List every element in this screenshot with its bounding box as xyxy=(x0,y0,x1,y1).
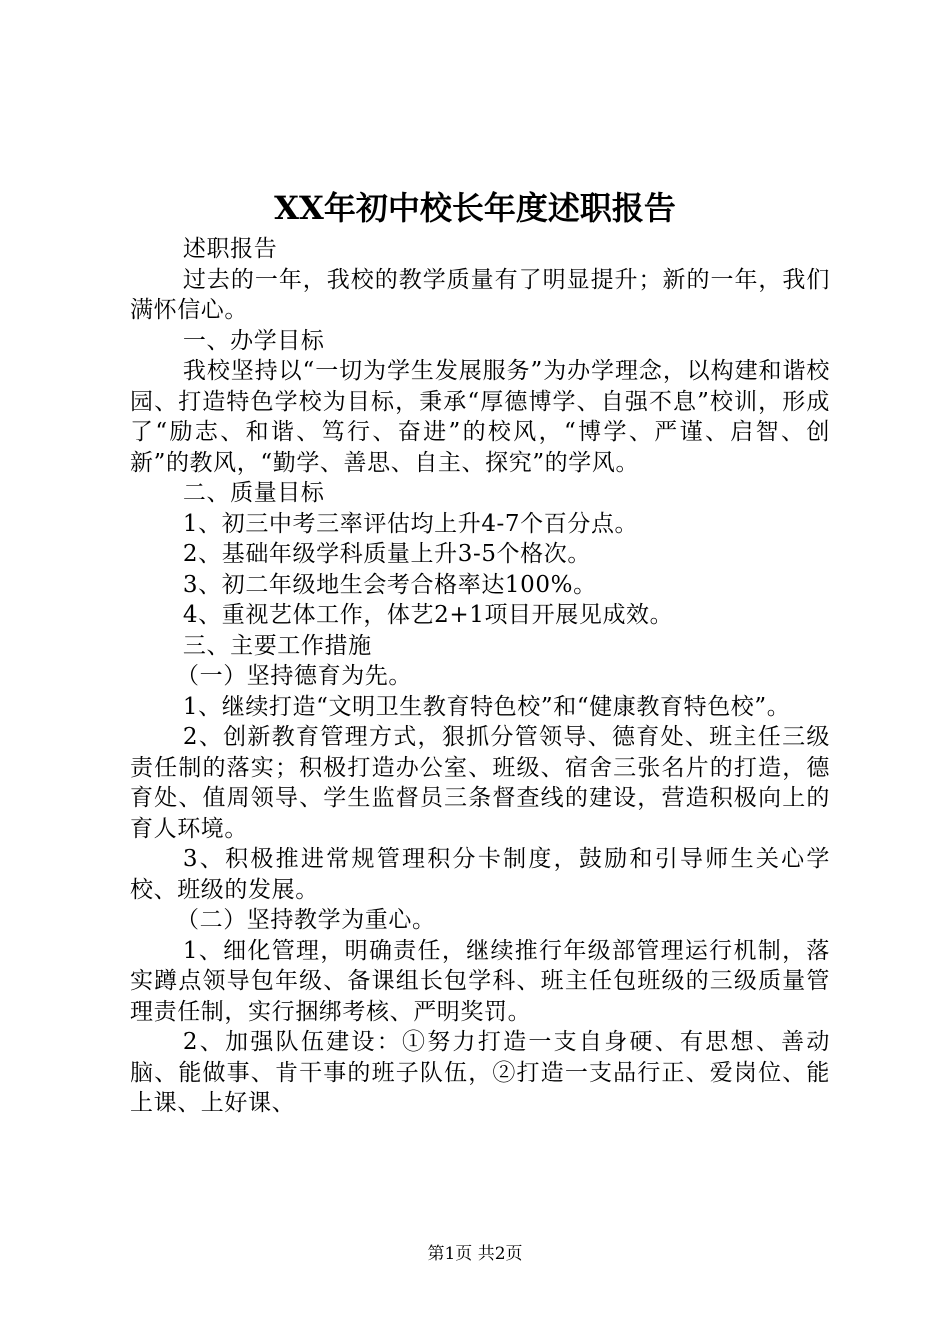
subsection-heading: （二）坚持教学为重心。 xyxy=(176,907,436,933)
document-title: XX年初中校长年度述职报告 xyxy=(274,189,676,227)
list-item: 2、创新教育管理方式，狠抓分管领导、德育处、班主任三级责任制的落实；积极打造办公室、班级、宿舍三张名片的打造，德育处、值周领导、学生监督员三条督查线的建设，营造积极向上的育人环境。 xyxy=(130,724,830,842)
list-item: 4、重视艺体工作，体艺2+1项目开展见成效。 xyxy=(182,602,674,628)
list-item: 1、继续打造“文明卫生教育特色校”和“健康教育特色校”。 xyxy=(182,693,791,720)
document-body xyxy=(130,234,830,1119)
list-item: 2、加强队伍建设：①努力打造一支自身硬、有思想、善动脑、能做事、肯干事的班子队伍，②打造一支品行正、爱岗位、能上课、上好课、 xyxy=(130,1029,830,1116)
list-item: 3、初二年级地生会考合格率达100%。 xyxy=(182,571,597,598)
paragraph: 我校坚持以“一切为学生发展服务”为办学理念，以构建和谐校园、打造特色学校为目标，秉承“厚德博学、自强不息”校训，形成了“励志、和谐、笃行、奋进”的校风，“博学、严谨、启智、创新”的教风，“勤学、善思、自主、探究”的学风。 xyxy=(130,358,830,476)
paragraph-heading: 述职报告 xyxy=(182,236,278,262)
section-heading: 二、质量目标 xyxy=(182,480,325,506)
section-heading: 一、办学目标 xyxy=(182,327,325,354)
list-item: 3、积极推进常规管理积分卡制度，鼓励和引导师生关心学校、班级的发展。 xyxy=(130,846,830,903)
subsection-heading: （一）坚持德育为先。 xyxy=(176,663,412,689)
page-footer: 第1页 共2页 xyxy=(427,1244,523,1264)
section-heading: 三、主要工作措施 xyxy=(182,632,372,659)
list-item: 1、细化管理，明确责任，继续推行年级部管理运行机制，落实蹲点领导包年级、备课组长包学科、班主任包班级的三级质量管理责任制，实行捆绑考核、严明奖罚。 xyxy=(130,937,830,1025)
paragraph: 过去的一年，我校的教学质量有了明显提升；新的一年，我们满怀信心。 xyxy=(130,266,830,323)
list-item: 1、初三中考三率评估均上升4-7个百分点。 xyxy=(182,510,639,537)
list-item: 2、基础年级学科质量上升3-5个格次。 xyxy=(182,541,591,567)
